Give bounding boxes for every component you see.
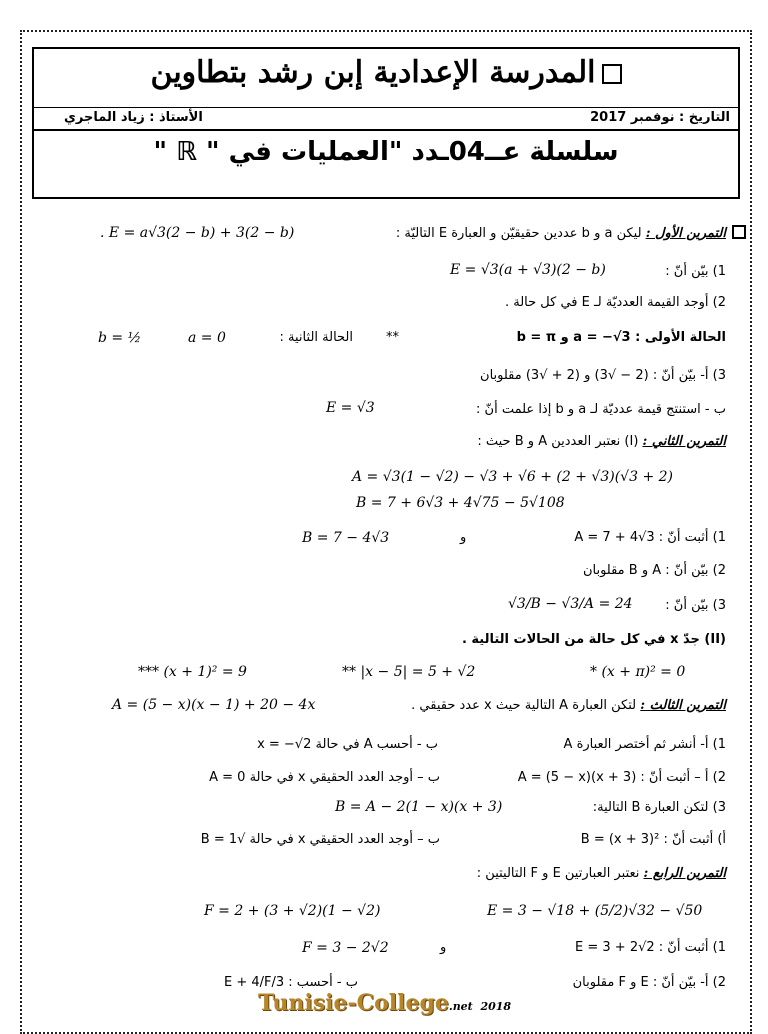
ex1-case1: الحالة الأولى : a = −√3 و b = π — [516, 330, 726, 345]
ex2-B: B = 7 + 6√3 + 4√75 − 5√108 — [356, 495, 565, 511]
ex4-title: التمرين الرابع : — [643, 866, 726, 881]
ex3-q3a: أ) أثبت أنّ : B = (x + 3)² — [580, 832, 726, 847]
ex3-title: التمرين الثالث : — [640, 698, 726, 713]
ex4-F: F = 2 + (3 + √2)(1 − √2) — [204, 903, 381, 919]
ex2-c1: * (x + π)² = 0 — [590, 664, 686, 680]
ex3-q2b: ب – أوجد العدد الحقيقي x في حالة A = 0 — [209, 770, 440, 785]
ex4-q1-F: F = 3 − 2√2 — [302, 940, 389, 956]
ex3-q2: 2) أ – أثبت أنّ : A = (5 − x)(x + 3) — [517, 770, 726, 785]
date-label: التاريخ : نوفمبر 2017 — [590, 110, 730, 125]
header-box — [32, 47, 740, 199]
ex1-case2: الحالة الثانية : — [279, 330, 353, 345]
ex3-q1: 1) أ- أنشر ثم أختصر العبارة A — [563, 737, 726, 752]
ex1-q3b-expr: E = √3 — [326, 400, 375, 416]
teacher-label: الأستاذ : زياد الماجري — [64, 110, 203, 125]
ex2-q3-expr: √3/B − √3/A = 24 — [508, 596, 633, 612]
ex3-q1b: ب - أحسب A في حالة x = −√2 — [257, 737, 438, 752]
ex1-q2: 2) أوجد القيمة العدديّة لـ E في كل حالة . — [504, 295, 726, 310]
ex2-A: A = √3(1 − √2) − √3 + √6 + (2 + √3)(√3 + 2) — [352, 469, 673, 485]
school-name: المدرسة الإعدادية إبن رشد بتطاوين — [34, 55, 738, 105]
watermark-year: 2018 — [480, 1000, 512, 1013]
ex3-q3b: ب – أوجد العدد الحقيقي x في حالة √B = 1 — [200, 832, 440, 847]
ex3-q3-expr: B = A − 2(1 − x)(x + 3) — [335, 799, 503, 815]
ex2-q2: 2) بيّن أنّ : A و B مقلوبان — [582, 563, 726, 578]
ex1-case2-a: a = 0 — [188, 330, 226, 346]
ex2-q1: 1) أثبت أنّ : A = 7 + 4√3 — [574, 530, 726, 545]
ex2-intro: التمرين الثاني : (I) نعتبر العددين A و B حيث : — [477, 434, 726, 449]
ex1-title: التمرين الأول : — [645, 226, 726, 241]
bullet-square-icon — [732, 225, 746, 239]
ex3-intro: التمرين الثالث : لتكن العبارة A التالية حيث x عدد حقيقي . — [411, 698, 726, 713]
ex4-E: E = 3 − √18 + (5/2)√32 − √50 — [487, 903, 703, 919]
ex4-q2b: ب - أحسب : 3/E + 4/F — [223, 975, 358, 990]
ex1-q3a: 3) أ- بيّن أنّ : (2 − √3) و (2 + √3) مقلوبان — [480, 368, 726, 383]
ex2-title: التمرين الثاني : — [642, 434, 726, 449]
divider — [34, 129, 738, 131]
ex4-q2: 2) أ- بيّن أنّ : E و F مقلوبان — [572, 975, 726, 990]
ex2-c3: *** (x + 1)² = 9 — [138, 664, 247, 680]
ex1-case-sep: ** — [386, 330, 399, 345]
ex2-q1-B: B = 7 − 4√3 — [302, 530, 390, 546]
ex4-q1-and: و — [440, 940, 447, 955]
ex1-q1-expr: E = √3(a + √3)(2 − b) — [450, 262, 606, 278]
ex1-q3b: ب - استنتج قيمة عدديّة لـ a و b إذا علمت أنّ : — [476, 402, 726, 417]
ex2-c2: ** |x − 5| = 5 + √2 — [342, 664, 476, 680]
ex1-intro-expr: . E = a√3(2 − b) + 3(2 − b) — [100, 225, 295, 241]
ex2-p2: (II) جدّ x في كل حالة من الحالات التالية . — [461, 632, 726, 647]
ex2-q1-and: و — [460, 530, 467, 545]
ex4-intro: التمرين الرابع : نعتبر العبارتين E و F التاليتين : — [476, 866, 726, 881]
ex3-intro-expr: A = (5 − x)(x − 1) + 20 − 4x — [112, 697, 316, 713]
ex4-q1: 1) أثبت أنّ : E = 3 + 2√2 — [575, 940, 726, 955]
ex3-q3: 3) لتكن العبارة B التالية: — [592, 800, 726, 815]
checkbox-icon — [602, 64, 622, 84]
ex1-case2-b: b = ½ — [98, 330, 142, 346]
ex2-q3: 3) بيّن أنّ : — [665, 598, 726, 613]
watermark-logo: Tunisie-College.net 2018 — [258, 990, 512, 1016]
divider — [34, 107, 738, 108]
series-title: سلسلة عــ04ـدد "العمليات في " ℝ " — [153, 137, 619, 167]
ex1-q1: 1) بيّن أنّ : — [665, 264, 726, 279]
ex1-intro: التمرين الأول : ليكن a و b عددين حقيقيّن و العبارة E التاليّة : — [395, 226, 726, 241]
